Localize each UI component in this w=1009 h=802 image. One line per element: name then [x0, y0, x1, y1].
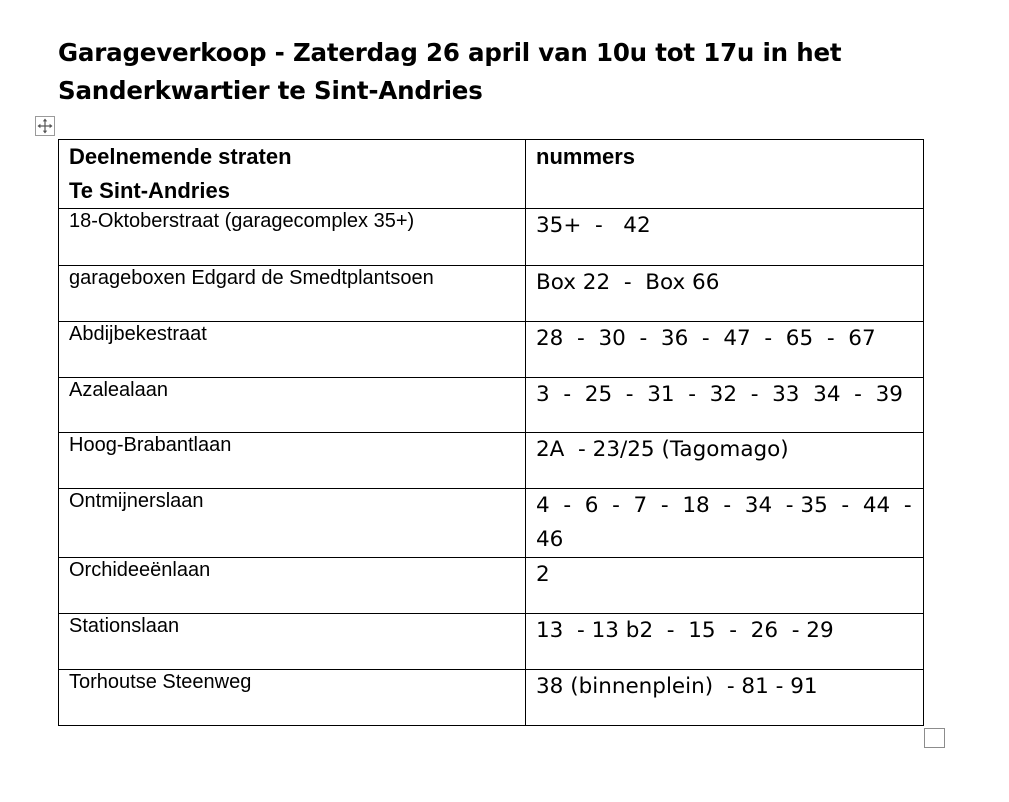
table-row — [59, 670, 924, 726]
header-streets-line-2: Te Sint-Andries — [69, 178, 230, 203]
document-title-line-1: Garageverkoop - Zaterdag 26 april van 10u tot 17u in het — [58, 38, 842, 67]
header-cell-numbers[interactable] — [526, 140, 924, 209]
street-cell[interactable]: Orchideeënlaan — [59, 558, 526, 614]
table-row — [59, 433, 924, 489]
street-cell[interactable]: 18-Oktoberstraat (garagecomplex 35+) — [59, 209, 526, 266]
numbers-cell[interactable]: 4 - 6 - 7 - 18 - 34 - 35 - 44 - 46 — [526, 489, 924, 558]
header-numbers-label: nummers — [536, 144, 636, 169]
header-cell-streets[interactable] — [59, 140, 526, 209]
street-cell[interactable]: Stationslaan — [59, 614, 526, 670]
table-row — [59, 378, 924, 433]
move-arrows-icon[interactable] — [35, 116, 55, 136]
table-row — [59, 558, 924, 614]
street-cell[interactable]: Abdijbekestraat — [59, 322, 526, 378]
table-row — [59, 209, 924, 266]
numbers-cell[interactable]: 2 — [526, 558, 924, 614]
document-title-line-2: Sanderkwartier te Sint-Andries — [58, 76, 483, 105]
numbers-cell[interactable]: 38 (binnenplein) - 81 - 91 — [526, 670, 924, 726]
numbers-cell[interactable]: 3 - 25 - 31 - 32 - 33 34 - 39 — [526, 378, 924, 433]
numbers-cell[interactable]: 28 - 30 - 36 - 47 - 65 - 67 — [526, 322, 924, 378]
table-header-row — [59, 140, 924, 209]
street-cell[interactable]: Torhoutse Steenweg — [59, 670, 526, 726]
street-cell[interactable]: Hoog-Brabantlaan — [59, 433, 526, 489]
numbers-cell[interactable]: 2A - 23/25 (Tagomago) — [526, 433, 924, 489]
header-streets-line-1: Deelnemende straten — [69, 144, 292, 169]
street-cell[interactable]: garageboxen Edgard de Smedtplantsoen — [59, 266, 526, 322]
street-cell[interactable]: Ontmijnerslaan — [59, 489, 526, 558]
table-row — [59, 266, 924, 322]
table-row — [59, 322, 924, 378]
numbers-cell[interactable]: Box 22 - Box 66 — [526, 266, 924, 322]
numbers-cell[interactable]: 35+ - 42 — [526, 209, 924, 266]
streets-table — [58, 139, 924, 726]
street-cell[interactable]: Azalealaan — [59, 378, 526, 433]
table-row — [59, 489, 924, 558]
resize-handle-icon[interactable] — [924, 728, 945, 748]
numbers-cell[interactable]: 13 - 13 b2 - 15 - 26 - 29 — [526, 614, 924, 670]
table-row — [59, 614, 924, 670]
document-title — [58, 34, 958, 110]
